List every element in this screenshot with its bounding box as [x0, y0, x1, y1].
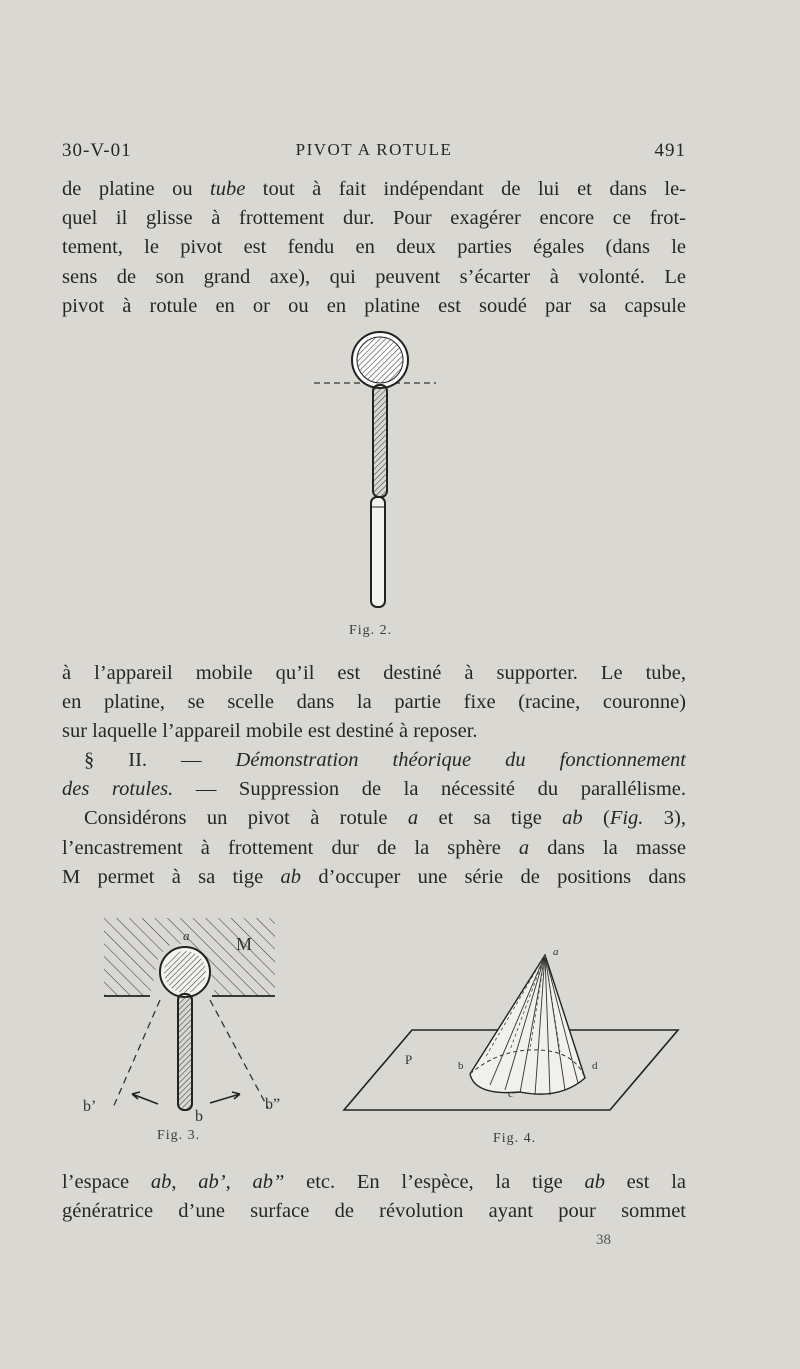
section-heading-line: des rotules. — Suppression de la nécessité du parallélisme. — [62, 778, 686, 801]
figure-3-caption: Fig. 3. — [157, 1128, 201, 1143]
tube-fig2 — [371, 497, 385, 607]
pivot-ball-fig2 — [314, 332, 436, 497]
fig3-label-b2: b” — [265, 1096, 281, 1113]
figure-4-caption: Fig. 4. — [493, 1131, 537, 1146]
text-line: pivot à rotule en or ou en platine est soudé par sa capsule — [62, 294, 686, 317]
fig3-label-b1: b’ — [83, 1098, 97, 1115]
section-heading-line: § II. — Démonstration théorique du fonctionnement — [84, 749, 686, 771]
signature-mark: 38 — [596, 1232, 611, 1248]
text-line: l’encastrement à frottement dur de la sphère a dans la masse — [62, 836, 686, 859]
text-line: M permet à sa tige ab d’occuper une série de positions dans — [62, 865, 686, 888]
figure-4-drawing — [344, 955, 678, 1110]
text-line: génératrice d’une surface de révolution ayant pour sommet — [62, 1200, 686, 1223]
text-line: tement, le pivot est fendu en deux parties égales (dans le — [62, 236, 686, 259]
text-line: sur laquelle l’appareil mobile est destiné à reposer. — [62, 720, 478, 743]
text-line: de platine ou tube tout à fait indépendant de lui et dans le- — [62, 178, 686, 200]
paragraph-4 — [62, 1168, 686, 1226]
text-line: Considérons un pivot à rotule a et sa tige ab (Fig. 3), — [84, 807, 686, 830]
text-line: l’espace ab, ab’, ab” etc. En l’espèce, la tige ab est la — [62, 1171, 686, 1193]
header-date: 30-V-01 — [62, 140, 132, 161]
paragraph-2 — [62, 659, 686, 747]
text-line: quel il glisse à frottement dur. Pour exagérer encore ce frot- — [62, 207, 686, 230]
fig3-label-M: M — [236, 934, 253, 954]
text-line: à l’appareil mobile qu’il est destiné à supporter. Le tube, — [62, 662, 686, 684]
fig4-label-d: d — [592, 1060, 598, 1072]
text-line: sens de son grand axe), qui peuvent s’écarter à volonté. Le — [62, 265, 686, 288]
figure-2-caption: Fig. 2. — [349, 623, 393, 638]
fig4-label-a: a — [553, 946, 559, 958]
fig3-label-a: a — [183, 928, 190, 943]
section-2 — [62, 746, 686, 892]
fig4-label-c: c — [508, 1088, 513, 1100]
fig3-label-b: b — [195, 1108, 203, 1125]
header-title: PIVOT A ROTULE — [295, 140, 453, 159]
page-number: 491 — [654, 140, 686, 161]
fig4-label-P: P — [405, 1052, 413, 1067]
text-line: en platine, se scelle dans la partie fixe (racine, couronne) — [62, 691, 686, 714]
fig4-label-b: b — [458, 1060, 464, 1072]
